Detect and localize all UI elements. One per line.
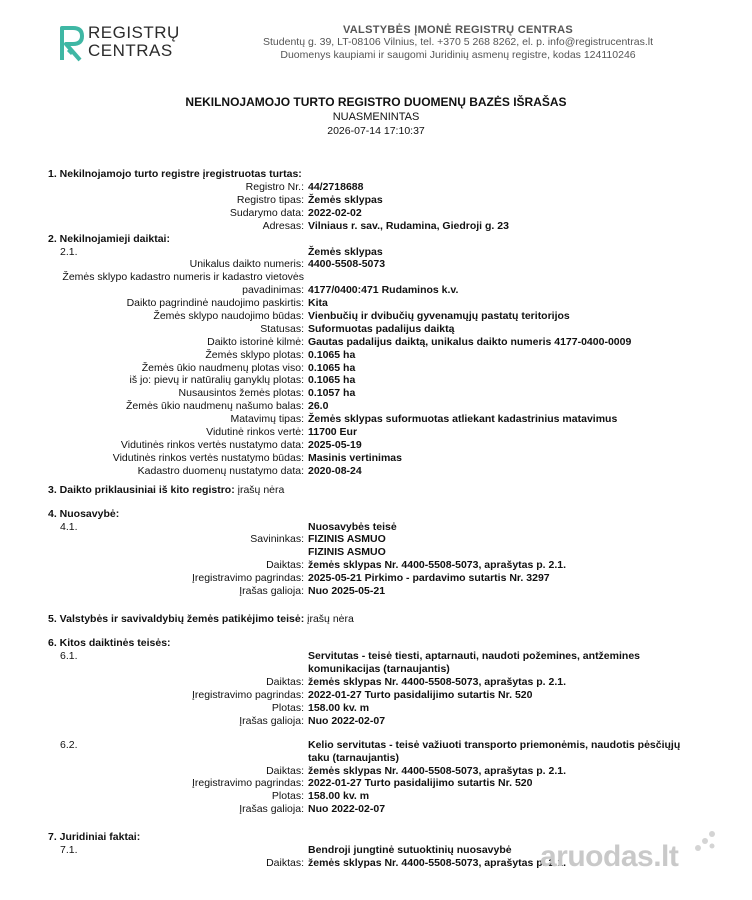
section-7-title: 7. Juridiniai faktai: bbox=[48, 831, 141, 844]
item-number: 7.1. bbox=[60, 844, 78, 857]
field-value: 158.00 kv. m bbox=[308, 790, 370, 803]
organization-header bbox=[228, 24, 688, 62]
field-label: Daiktas: bbox=[266, 675, 304, 688]
spacer bbox=[48, 816, 708, 831]
field-row bbox=[48, 465, 708, 478]
field-row bbox=[48, 220, 708, 233]
field-value: 11700 Eur bbox=[308, 426, 358, 439]
org-name: VALSTYBĖS ĮMONĖ REGISTRŲ CENTRAS bbox=[342, 24, 574, 36]
field-label: Įrašas galioja: bbox=[239, 585, 304, 598]
item-title: Kelio servitutas - teisė važiuoti transporto priemonėmis, naudotis pėsčiųjų taku (tarnaujantis) bbox=[308, 738, 681, 764]
logo-mark-icon bbox=[58, 24, 86, 64]
field-value: 2022-02-02 bbox=[308, 206, 362, 219]
section-6-1-rows bbox=[48, 676, 708, 728]
section-2-rows bbox=[48, 258, 708, 477]
field-label: Žemės ūkio naudmenų plotas viso: bbox=[141, 361, 304, 374]
field-row bbox=[48, 297, 708, 310]
field-label: Matavimų tipas: bbox=[230, 413, 304, 426]
section-5-label: 5. Valstybės ir savivaldybių žemės patikėjimo teisė: bbox=[48, 612, 305, 625]
field-label: Daiktas: bbox=[266, 559, 304, 572]
logo-line-2: CENTRAS bbox=[88, 41, 173, 60]
document-title-block bbox=[0, 95, 752, 137]
field-label: Registro Nr.: bbox=[245, 181, 304, 193]
field-label: Įrašas galioja: bbox=[239, 714, 304, 727]
spacer bbox=[48, 497, 708, 508]
field-label: Įregistravimo pagrindas: bbox=[191, 688, 304, 701]
field-label: Adresas: bbox=[262, 219, 304, 232]
field-label: Vidutinės rinkos vertės nustatymo data: bbox=[120, 438, 304, 451]
field-value bbox=[306, 271, 708, 284]
spacer bbox=[48, 598, 708, 613]
logo-text bbox=[88, 24, 180, 60]
field-label: Žemės sklypo naudojimo būdas: bbox=[153, 310, 304, 323]
field-value: Gautas padalijus daiktą, unikalus daikto numeris 4177-0400-0009 bbox=[308, 335, 632, 348]
section-3-empty: įrašų nėra bbox=[237, 483, 285, 496]
field-label bbox=[48, 546, 306, 559]
field-label: Nusausintos žemės plotas: bbox=[178, 387, 304, 400]
field-row bbox=[48, 765, 708, 778]
field-row bbox=[48, 374, 708, 387]
field-value: 158.00 kv. m bbox=[308, 701, 370, 714]
item-title: Servitutas - teisė tiesti, aptarnauti, naudoti požemines, antžemines komunikacijas (tarnaujantis) bbox=[308, 649, 640, 675]
field-value: 2022-01-27 Turto pasidalijimo sutartis Nr. 520 bbox=[308, 688, 533, 701]
field-value: Nuo 2025-05-21 bbox=[308, 585, 386, 598]
item-number: 2.1. bbox=[60, 245, 78, 258]
logo-line-1: REGISTRŲ bbox=[88, 23, 180, 42]
org-address: Studentų g. 39, LT-08106 Vilnius, tel. +370 5 268 8262, el. p. info@registrucentras.lt bbox=[263, 36, 653, 48]
field-row bbox=[48, 689, 708, 702]
field-label: Įregistravimo pagrindas: bbox=[191, 777, 304, 790]
field-label: Savininkas: bbox=[250, 533, 304, 546]
field-row bbox=[48, 362, 708, 375]
field-label: Vidutinės rinkos vertės nustatymo būdas: bbox=[112, 451, 304, 464]
field-value: 0.1065 ha bbox=[308, 361, 356, 374]
item-number-row bbox=[48, 246, 708, 259]
field-label: Plotas: bbox=[271, 790, 304, 803]
field-row bbox=[48, 336, 708, 349]
field-value: žemės sklypas Nr. 4400-5508-5073, aprašytas p. 2.1. bbox=[308, 675, 567, 688]
field-label: Daikto istorinė kilmė: bbox=[207, 335, 304, 348]
section-1-title: 1. Nekilnojamojo turto registre įregistruotas turtas: bbox=[48, 168, 302, 180]
section-2-title: 2. Nekilnojamieji daiktai: bbox=[48, 232, 170, 245]
field-label: Žemės sklypo kadastro numeris ir kadastro vietovės bbox=[62, 271, 304, 284]
field-label: Daikto pagrindinė naudojimo paskirtis: bbox=[126, 297, 304, 310]
field-row bbox=[48, 715, 708, 728]
field-value: Kita bbox=[308, 297, 328, 310]
field-label: Registro tipas: bbox=[236, 193, 304, 206]
field-value: 2022-01-27 Turto pasidalijimo sutartis Nr. 520 bbox=[308, 777, 533, 790]
field-label: Daiktas: bbox=[266, 856, 304, 869]
watermark-text: aruodas.lt bbox=[540, 840, 679, 873]
item-number: 6.1. bbox=[60, 649, 78, 662]
field-row bbox=[48, 546, 708, 559]
field-value: FIZINIS ASMUO bbox=[308, 546, 386, 559]
field-value: Vienbučių ir dvibučių gyvenamųjų pastatų teritorijos bbox=[308, 310, 570, 323]
field-row bbox=[48, 452, 708, 465]
field-value: 4177/0400:471 Rudaminos k.v. bbox=[308, 284, 459, 297]
field-value: Nuo 2022-02-07 bbox=[308, 803, 386, 816]
field-row bbox=[48, 258, 708, 271]
field-label: Statusas: bbox=[260, 322, 304, 335]
item-number-row bbox=[48, 739, 708, 765]
field-label: Įregistravimo pagrindas: bbox=[191, 572, 304, 585]
field-row bbox=[48, 413, 708, 426]
document-title: NEKILNOJAMOJO TURTO REGISTRO DUOMENŲ BAZĖS IŠRAŠAS bbox=[185, 95, 567, 109]
field-value: 2020-08-24 bbox=[308, 464, 362, 477]
field-row bbox=[48, 349, 708, 362]
field-row bbox=[48, 271, 708, 284]
field-row bbox=[48, 572, 708, 585]
field-label: Vidutinė rinkos vertė: bbox=[206, 426, 304, 439]
field-row bbox=[48, 284, 708, 297]
field-value: 44/2718688 bbox=[308, 181, 364, 193]
field-value: Žemės sklypas bbox=[308, 193, 383, 206]
field-label: Daiktas: bbox=[266, 764, 304, 777]
field-row bbox=[48, 323, 708, 336]
document-date: 2026-07-14 17:10:37 bbox=[327, 125, 425, 137]
spacer bbox=[48, 626, 708, 637]
field-row bbox=[48, 803, 708, 816]
document-subtitle: NUASMENINTAS bbox=[332, 111, 420, 123]
field-label: Kadastro duomenų nustatymo data: bbox=[137, 464, 304, 477]
field-row bbox=[48, 676, 708, 689]
field-label: pavadinimas: bbox=[242, 284, 304, 297]
field-value: 4400-5508-5073 bbox=[308, 258, 386, 271]
field-row bbox=[48, 702, 708, 715]
field-value: Nuo 2022-02-07 bbox=[308, 714, 386, 727]
field-value: FIZINIS ASMUO bbox=[308, 533, 386, 546]
field-value: 26.0 bbox=[308, 400, 329, 413]
field-row bbox=[48, 400, 708, 413]
field-value: Masinis vertinimas bbox=[308, 451, 402, 464]
field-value: žemės sklypas Nr. 4400-5508-5073, aprašytas p. 2.1. bbox=[308, 764, 567, 777]
section-3-label: 3. Daikto priklausiniai iš kito registro: bbox=[48, 483, 235, 496]
field-label: Unikalus daikto numeris: bbox=[189, 258, 304, 271]
field-label: Žemės ūkio naudmenų našumo balas: bbox=[125, 400, 304, 413]
field-value: žemės sklypas Nr. 4400-5508-5073, aprašytas p. 2.1. bbox=[308, 559, 567, 572]
field-row bbox=[48, 194, 708, 207]
watermark-dots-icon bbox=[690, 828, 720, 858]
item-title: Bendroji jungtinė sutuoktinių nuosavybė bbox=[308, 844, 512, 857]
section-5-title bbox=[48, 613, 708, 626]
field-row bbox=[48, 387, 708, 400]
field-value: 2025-05-19 bbox=[308, 438, 362, 451]
spacer bbox=[48, 728, 708, 739]
field-value: žemės sklypas Nr. 4400-5508-5073, aprašytas p. 2.1. bbox=[308, 856, 567, 869]
field-value: Vilniaus r. sav., Rudamina, Giedroji g. 23 bbox=[308, 219, 509, 232]
section-3-title bbox=[48, 484, 708, 497]
item-title: Žemės sklypas bbox=[308, 245, 383, 258]
field-row bbox=[48, 533, 708, 546]
field-row bbox=[48, 790, 708, 803]
document-body bbox=[48, 168, 708, 870]
field-row bbox=[48, 439, 708, 452]
field-value: 0.1057 ha bbox=[308, 387, 356, 400]
section-6-2-rows bbox=[48, 765, 708, 817]
section-4-rows bbox=[48, 533, 708, 597]
item-number-row bbox=[48, 650, 708, 676]
field-label: Plotas: bbox=[271, 701, 304, 714]
field-row bbox=[48, 585, 708, 598]
item-number: 4.1. bbox=[60, 520, 78, 533]
field-value: 0.1065 ha bbox=[308, 374, 356, 387]
field-value: Suformuotas padalijus daiktą bbox=[308, 322, 455, 335]
registru-centras-logo bbox=[58, 22, 188, 66]
field-value: 2025-05-21 Pirkimo - pardavimo sutartis Nr. 3297 bbox=[308, 572, 550, 585]
section-5-empty: įrašų nėra bbox=[307, 612, 354, 625]
section-1-rows bbox=[48, 181, 708, 233]
field-row bbox=[48, 777, 708, 790]
field-row bbox=[48, 181, 708, 194]
field-label: iš jo: pievų ir natūralių ganyklų plotas: bbox=[129, 374, 304, 387]
item-title: Nuosavybės teisė bbox=[308, 520, 397, 533]
field-row bbox=[48, 310, 708, 323]
item-number: 6.2. bbox=[60, 738, 78, 751]
field-value: 0.1065 ha bbox=[308, 348, 356, 361]
field-row bbox=[48, 426, 708, 439]
field-label: Įrašas galioja: bbox=[239, 803, 304, 816]
field-value: Žemės sklypas suformuotas atliekant kadastrinius matavimus bbox=[308, 413, 618, 426]
field-row bbox=[48, 559, 708, 572]
org-registry-note: Duomenys kaupiami ir saugomi Juridinių asmenų registre, kodas 124110246 bbox=[280, 49, 636, 61]
field-row bbox=[48, 207, 708, 220]
aruodas-watermark bbox=[540, 832, 730, 882]
field-label: Sudarymo data: bbox=[229, 206, 304, 219]
item-number-row bbox=[48, 521, 708, 534]
section-6-title: 6. Kitos daiktinės teisės: bbox=[48, 636, 171, 649]
section-4-title: 4. Nuosavybė: bbox=[48, 507, 120, 520]
field-label: Žemės sklypo plotas: bbox=[205, 348, 304, 361]
